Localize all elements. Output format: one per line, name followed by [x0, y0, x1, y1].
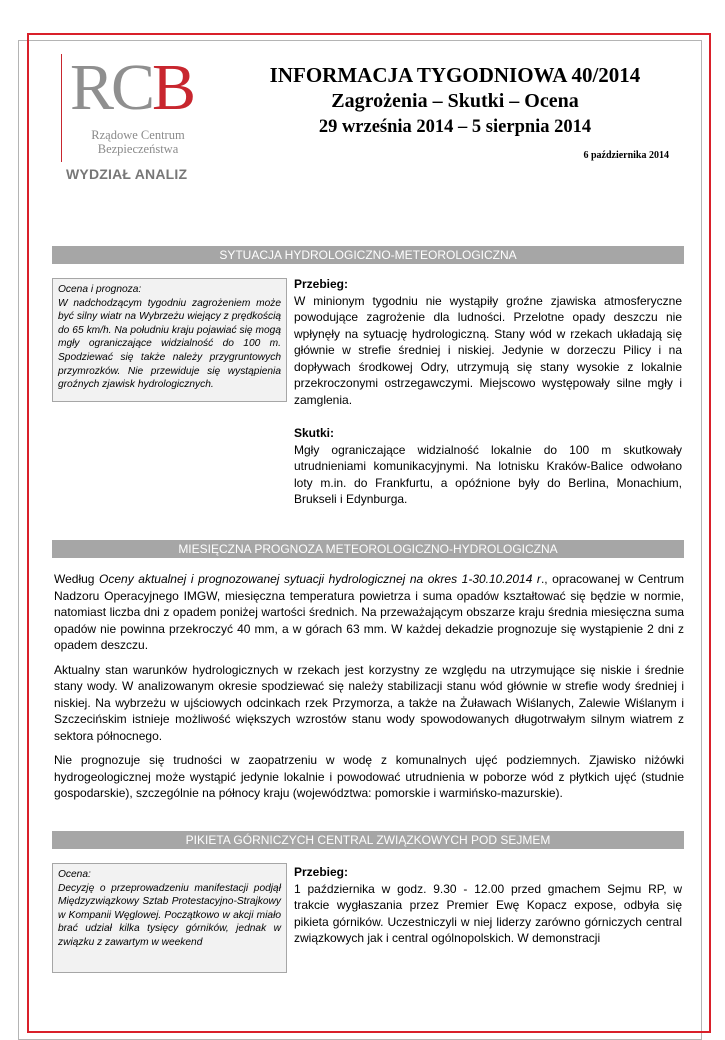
- title-line-3: 29 września 2014 – 5 sierpnia 2014: [318, 117, 592, 137]
- przebieg-heading: Przebieg:: [294, 277, 349, 291]
- assessment-text: Decyzję o przeprowadzeniu manifestacji podjął Międzyzwiązkowy Sztab Protestacyjno-Strajkowy w Kompanii Węglowej. Początkowo w akcji miało brać udział kilka tysięcy górników, jednak w związku z zawartym w weekend: [58, 882, 281, 948]
- przebieg-text: 1 października w godz. 9.30 - 12.00 przed gmachem Sejmu RP, w trakcie wygłaszania przez Premier Ewę Kopacz expose, odbyła się pikieta górników. Uczestniczyli w niej liderzy zarówno górniczych central związkowych jak i central ogólnopolskich. W demonstracji: [294, 881, 682, 945]
- issue-date: 6 października 2014: [583, 150, 669, 161]
- skutki-text: Mgły ograniczające widzialność lokalnie do 100 m skutkowały utrudnieniami komunikacyjnymi. Na lotnisku Kraków-Balice odwołano loty m.in. do Frankfurtu, a opóźnione były do Berlina, Monachium, Brukseli i Edynburga.: [294, 442, 682, 506]
- logo-divider: [61, 54, 62, 162]
- monthly-forecast-body: [54, 571, 684, 810]
- hydro-main-column: [294, 276, 682, 508]
- forecast-paragraph-1: Według Oceny aktualnej i prognozowanej sytuacji hydrologicznej na okres 1-30.10.2014 r., opracowanej w Centrum Nadzoru Operacyjnego IMGW, miesięczna temperatura powietrza i suma opadów kształtować się będzie w normie, natomiast liczba dni z opadem poniżej wartości średnich. Na przeważającym obszarze kraju średnia miesięczna suma opadów nie powinna przekroczyć 40 mm, a w górach 63 mm. W każdej dekadzie prognozuje się wystąpienie 2 dni z opadem deszczu.: [54, 572, 684, 652]
- title-line-2: Zagrożenia – Skutki – Ocena: [331, 90, 579, 112]
- skutki-heading: Skutki:: [294, 426, 335, 440]
- document-title: [240, 62, 670, 140]
- assessment-label: Ocena i prognoza:: [58, 284, 142, 295]
- forecast-paragraph-3: Nie prognozuje się trudności w zaopatrzeniu w wodę z komunalnych ujęć podziemnych. Zjawisko niżówki hydrogeologicznej może wystąpić jedynie lokalnie i powodować utrudnienia w poborze wód z płytkich ujęć (studnie gospodarskie), szczególnie na północy kraju (województwa: pomorskie i warmińsko-mazurskie).: [54, 753, 684, 800]
- section-hydro-meteo-header: SYTUACJA HYDROLOGICZNO-METEOROLOGICZNA: [52, 246, 684, 264]
- title-line-1: INFORMACJA TYGODNIOWA 40/2014: [269, 63, 641, 87]
- section-monthly-forecast-header: MIESIĘCZNA PROGNOZA METEOROLOGICZNO-HYDROLOGICZNA: [52, 540, 684, 558]
- assessment-text: W nadchodzącym tygodniu zagrożeniem może być silny wiatr na Wybrzeżu wiejący z prędkością do 65 km/h. Na południu kraju pojawiać się mogą mgły ograniczające widzialność do 100 m. Spodziewać się także należy przygruntowych przymrozków. Nie przewiduje się wystąpienia groźnych zjawisk hydrologicznych.: [58, 297, 281, 391]
- department-label: WYDZIAŁ ANALIZ: [66, 166, 188, 182]
- assessment-box-picket: [52, 863, 287, 973]
- picket-main-column: [294, 864, 682, 947]
- section-miners-picket-header: PIKIETA GÓRNICZYCH CENTRAL ZWIĄZKOWYCH POD SEJMEM: [52, 831, 684, 849]
- assessment-box-hydro: [52, 278, 287, 402]
- przebieg-text: W minionym tygodniu nie wystąpiły groźne zjawiska atmosferyczne powodujące zagrożenie dla ludności. Przelotne opady deszczu nie wpłynęły na sytuację hydrologiczną. Stany wód w rzekach układają się głównie w strefie średniej i niskiej. Jedynie w dorzeczu Pilicy i na dopływach środkowej Odry, utrzymują się stany wysokie z lokalnie przekroczonymi ostrzegawczymi. Miejscowo występowały silne mgły i zamglenia.: [294, 293, 682, 407]
- forecast-paragraph-2: Aktualny stan warunków hydrologicznych w rzekach jest korzystny ze względu na utrzymujące się niskie i średnie stany wody. W analizowanym okresie spodziewać się należy stabilizacji stanu wód głównie w strefie wody średniej i niskiej. Na wybrzeżu w ujściowych odcinkach rzek Przymorza, a także na Żuławach Wiślanych, Zalewie Wiślanym i Szczecińskim istnieje możliwość większych wzrostów stanu wody spowodowanych długotrwałym silnym wiatrem z sektora północnego.: [54, 662, 684, 743]
- logo-letters: RCB: [70, 51, 194, 124]
- logo-subtitle: Rządowe Centrum Bezpieczeństwa: [91, 128, 185, 156]
- przebieg-heading: Przebieg:: [294, 865, 349, 879]
- assessment-label: Ocena:: [58, 869, 91, 880]
